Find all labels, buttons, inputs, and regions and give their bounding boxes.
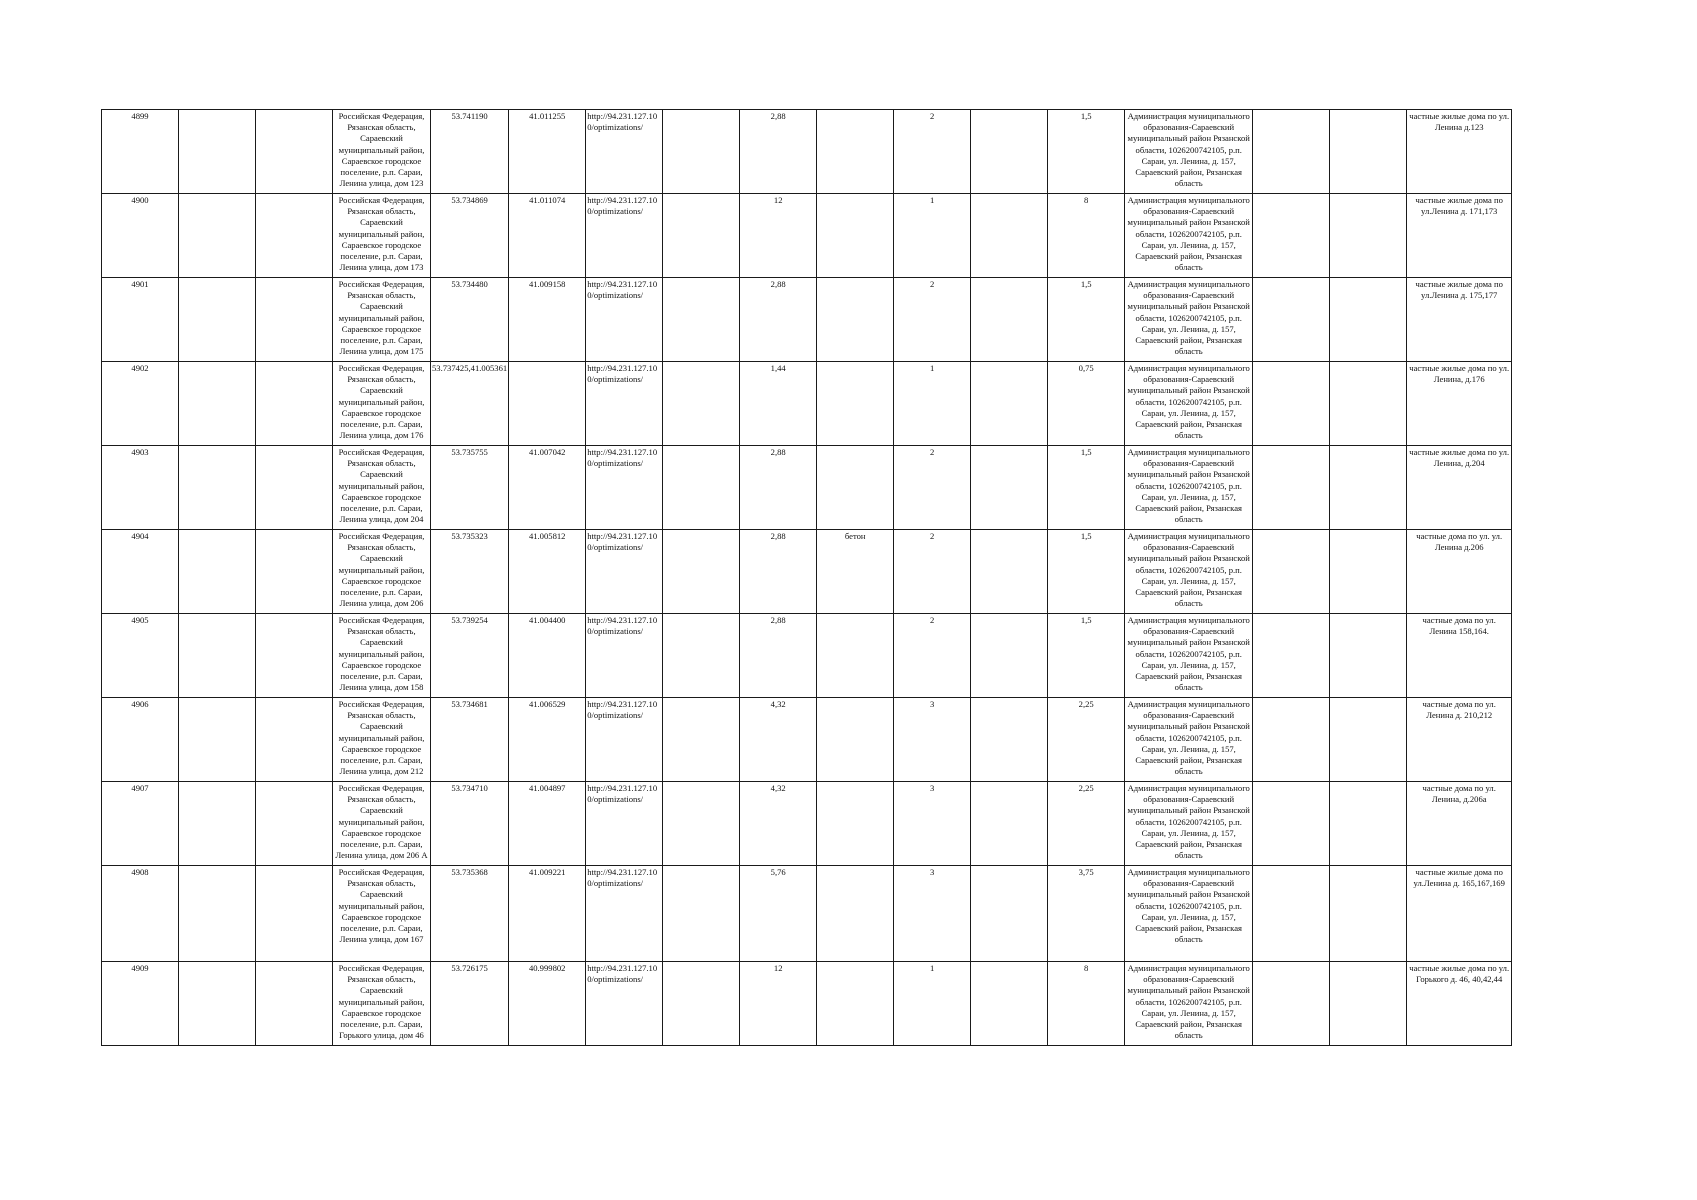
empty-cell [663, 962, 740, 1046]
row-number: 4901 [102, 278, 179, 362]
empty-cell [663, 194, 740, 278]
surface-cell [817, 278, 894, 362]
area-cell: 2,88 [740, 110, 817, 194]
address-cell: Российская Федерация, Рязанская область, Сараевский муниципальный район, Сараевское городское поселение, р.п. Сараи, Ленина улица, дом 167 [333, 866, 431, 962]
sources-cell: частные жилые дома по ул. Ленина, д.176 [1407, 362, 1512, 446]
url-cell: http://94.231.127.10 0/optimizations/ [586, 110, 663, 194]
owner-cell: Администрация муниципального образования-Сараевский муниципальный район Рязанской области, 1026200742105, р.п. Сараи, ул. Ленина, д. 157, Сараевский район, Рязанская область [1125, 278, 1253, 362]
empty-cell [179, 962, 256, 1046]
address-cell: Российская Федерация, Рязанская область, Сараевский муниципальный район, Сараевское городское поселение, р.п. Сараи, Ленина улица, дом 176 [333, 362, 431, 446]
sources-cell: частные дома по ул. Ленина, д.206а [1407, 782, 1512, 866]
longitude-cell: 41.011255 [509, 110, 586, 194]
surface-cell [817, 698, 894, 782]
url-cell: http://94.231.127.10 0/optimizations/ [586, 362, 663, 446]
empty-cell [1253, 110, 1330, 194]
containers-cell: 2 [894, 530, 971, 614]
volume-cell: 1,5 [1048, 110, 1125, 194]
containers-cell: 3 [894, 866, 971, 962]
empty-cell [256, 698, 333, 782]
containers-cell: 2 [894, 446, 971, 530]
longitude-cell [509, 362, 586, 446]
table-row [102, 278, 1512, 362]
volume-cell: 1,5 [1048, 278, 1125, 362]
empty-cell [1330, 782, 1407, 866]
volume-cell: 2,25 [1048, 698, 1125, 782]
empty-cell [256, 962, 333, 1046]
empty-cell [663, 614, 740, 698]
latitude-cell: 53.735323 [431, 530, 509, 614]
empty-cell [256, 866, 333, 962]
empty-cell [1330, 866, 1407, 962]
empty-cell [1330, 110, 1407, 194]
containers-cell: 2 [894, 110, 971, 194]
sources-cell: частные жилые дома по ул.Ленина д. 175,177 [1407, 278, 1512, 362]
empty-cell [179, 278, 256, 362]
empty-cell [1330, 446, 1407, 530]
url-cell: http://94.231.127.10 0/optimizations/ [586, 782, 663, 866]
sources-cell: частные жилые дома по ул. Ленина, д.204 [1407, 446, 1512, 530]
containers-cell: 1 [894, 194, 971, 278]
volume-cell: 3,75 [1048, 866, 1125, 962]
table-row [102, 698, 1512, 782]
owner-cell: Администрация муниципального образования-Сараевский муниципальный район Рязанской области, 1026200742105, р.п. Сараи, ул. Ленина, д. 157, Сараевский район, Рязанская область [1125, 446, 1253, 530]
address-cell: Российская Федерация, Рязанская область, Сараевский муниципальный район, Сараевское городское поселение, р.п. Сараи, Ленина улица, дом 173 [333, 194, 431, 278]
area-cell: 4,32 [740, 782, 817, 866]
latitude-cell: 53.734710 [431, 782, 509, 866]
empty-cell [256, 530, 333, 614]
table-row [102, 866, 1512, 962]
latitude-cell: 53.735755 [431, 446, 509, 530]
containers-cell: 1 [894, 962, 971, 1046]
url-cell: http://94.231.127.10 0/optimizations/ [586, 530, 663, 614]
empty-cell [256, 194, 333, 278]
empty-cell [1253, 698, 1330, 782]
longitude-cell: 41.011074 [509, 194, 586, 278]
address-cell: Российская Федерация, Рязанская область, Сараевский муниципальный район, Сараевское городское поселение, р.п. Сараи, Ленина улица, дом 206 [333, 530, 431, 614]
url-cell: http://94.231.127.10 0/optimizations/ [586, 614, 663, 698]
address-cell: Российская Федерация, Рязанская область, Сараевский муниципальный район, Сараевское городское поселение, р.п. Сараи, Ленина улица, дом 204 [333, 446, 431, 530]
volume-cell: 8 [1048, 194, 1125, 278]
empty-cell [179, 866, 256, 962]
empty-cell [663, 866, 740, 962]
row-number: 4902 [102, 362, 179, 446]
empty-cell [971, 278, 1048, 362]
empty-cell [179, 782, 256, 866]
table-body [102, 110, 1512, 1046]
owner-cell: Администрация муниципального образования-Сараевский муниципальный район Рязанской области, 1026200742105, р.п. Сараи, ул. Ленина, д. 157, Сараевский район, Рязанская область [1125, 782, 1253, 866]
row-number: 4904 [102, 530, 179, 614]
longitude-cell: 41.009158 [509, 278, 586, 362]
sources-cell: частные дома по ул. ул. Ленина д.206 [1407, 530, 1512, 614]
area-cell: 12 [740, 962, 817, 1046]
url-cell: http://94.231.127.10 0/optimizations/ [586, 446, 663, 530]
longitude-cell: 41.009221 [509, 866, 586, 962]
empty-cell [1253, 962, 1330, 1046]
owner-cell: Администрация муниципального образования-Сараевский муниципальный район Рязанской области, 1026200742105, р.п. Сараи, ул. Ленина, д. 157, Сараевский район, Рязанская область [1125, 194, 1253, 278]
volume-cell: 1,5 [1048, 530, 1125, 614]
table-row [102, 194, 1512, 278]
row-number: 4908 [102, 866, 179, 962]
sources-cell: частные дома по ул. Ленина 158,164. [1407, 614, 1512, 698]
containers-cell: 3 [894, 698, 971, 782]
empty-cell [1253, 446, 1330, 530]
empty-cell [256, 782, 333, 866]
volume-cell: 0,75 [1048, 362, 1125, 446]
volume-cell: 1,5 [1048, 614, 1125, 698]
url-cell: http://94.231.127.10 0/optimizations/ [586, 278, 663, 362]
table-row [102, 782, 1512, 866]
row-number: 4909 [102, 962, 179, 1046]
row-number: 4903 [102, 446, 179, 530]
empty-cell [179, 194, 256, 278]
row-number: 4900 [102, 194, 179, 278]
empty-cell [663, 110, 740, 194]
longitude-cell: 41.004897 [509, 782, 586, 866]
empty-cell [663, 782, 740, 866]
longitude-cell: 41.005812 [509, 530, 586, 614]
surface-cell: бетон [817, 530, 894, 614]
table-row [102, 110, 1512, 194]
latitude-cell: 53.741190 [431, 110, 509, 194]
empty-cell [663, 362, 740, 446]
table-row [102, 362, 1512, 446]
empty-cell [971, 866, 1048, 962]
owner-cell: Администрация муниципального образования-Сараевский муниципальный район Рязанской области, 1026200742105, р.п. Сараи, ул. Ленина, д. 157, Сараевский район, Рязанская область [1125, 530, 1253, 614]
latitude-cell: 53.735368 [431, 866, 509, 962]
longitude-cell: 41.006529 [509, 698, 586, 782]
empty-cell [971, 446, 1048, 530]
latitude-cell: 53.739254 [431, 614, 509, 698]
empty-cell [1253, 530, 1330, 614]
sources-cell: частные жилые дома по ул.Ленина д. 165,167,169 [1407, 866, 1512, 962]
empty-cell [1330, 278, 1407, 362]
surface-cell [817, 614, 894, 698]
area-cell: 2,88 [740, 446, 817, 530]
url-cell: http://94.231.127.10 0/optimizations/ [586, 194, 663, 278]
containers-cell: 1 [894, 362, 971, 446]
area-cell: 4,32 [740, 698, 817, 782]
url-cell: http://94.231.127.10 0/optimizations/ [586, 962, 663, 1046]
address-cell: Российская Федерация, Рязанская область, Сараевский муниципальный район, Сараевское городское поселение, р.п. Сараи, Ленина улица, дом 212 [333, 698, 431, 782]
surface-cell [817, 782, 894, 866]
area-cell: 5,76 [740, 866, 817, 962]
empty-cell [1253, 278, 1330, 362]
row-number: 4905 [102, 614, 179, 698]
table-row [102, 962, 1512, 1046]
address-cell: Российская Федерация, Рязанская область, Сараевский муниципальный район, Сараевское городское поселение, р.п. Сараи, Горького улица, дом 46 [333, 962, 431, 1046]
empty-cell [663, 278, 740, 362]
area-cell: 1,44 [740, 362, 817, 446]
volume-cell: 8 [1048, 962, 1125, 1046]
empty-cell [1330, 962, 1407, 1046]
empty-cell [179, 110, 256, 194]
empty-cell [1253, 614, 1330, 698]
table-row [102, 530, 1512, 614]
table-row [102, 446, 1512, 530]
empty-cell [663, 698, 740, 782]
owner-cell: Администрация муниципального образования-Сараевский муниципальный район Рязанской области, 1026200742105, р.п. Сараи, ул. Ленина, д. 157, Сараевский район, Рязанская область [1125, 110, 1253, 194]
address-cell: Российская Федерация, Рязанская область, Сараевский муниципальный район, Сараевское городское поселение, р.п. Сараи, Ленина улица, дом 158 [333, 614, 431, 698]
empty-cell [256, 446, 333, 530]
empty-cell [256, 362, 333, 446]
volume-cell: 1,5 [1048, 446, 1125, 530]
surface-cell [817, 110, 894, 194]
longitude-cell: 41.004400 [509, 614, 586, 698]
empty-cell [971, 614, 1048, 698]
owner-cell: Администрация муниципального образования-Сараевский муниципальный район Рязанской области, 1026200742105, р.п. Сараи, ул. Ленина, д. 157, Сараевский район, Рязанская область [1125, 698, 1253, 782]
empty-cell [179, 446, 256, 530]
row-number: 4907 [102, 782, 179, 866]
area-cell: 2,88 [740, 614, 817, 698]
surface-cell [817, 194, 894, 278]
latitude-cell: 53.734681 [431, 698, 509, 782]
latitude-cell: 53.737425,41.005361 [431, 362, 509, 446]
empty-cell [663, 446, 740, 530]
registry-table [101, 109, 1512, 1046]
empty-cell [971, 194, 1048, 278]
empty-cell [971, 782, 1048, 866]
empty-cell [1330, 614, 1407, 698]
empty-cell [1253, 866, 1330, 962]
longitude-cell: 40.999802 [509, 962, 586, 1046]
surface-cell [817, 446, 894, 530]
empty-cell [1253, 362, 1330, 446]
containers-cell: 3 [894, 782, 971, 866]
sources-cell: частные дома по ул. Ленина д. 210,212 [1407, 698, 1512, 782]
owner-cell: Администрация муниципального образования-Сараевский муниципальный район Рязанской области, 1026200742105, р.п. Сараи, ул. Ленина, д. 157, Сараевский район, Рязанская область [1125, 866, 1253, 962]
empty-cell [971, 962, 1048, 1046]
empty-cell [1253, 782, 1330, 866]
latitude-cell: 53.734480 [431, 278, 509, 362]
empty-cell [1330, 362, 1407, 446]
owner-cell: Администрация муниципального образования-Сараевский муниципальный район Рязанской области, 1026200742105, р.п. Сараи, ул. Ленина, д. 157, Сараевский район, Рязанская область [1125, 614, 1253, 698]
empty-cell [971, 362, 1048, 446]
url-cell: http://94.231.127.10 0/optimizations/ [586, 698, 663, 782]
empty-cell [1253, 194, 1330, 278]
surface-cell [817, 962, 894, 1046]
empty-cell [179, 362, 256, 446]
empty-cell [971, 110, 1048, 194]
containers-cell: 2 [894, 278, 971, 362]
row-number: 4899 [102, 110, 179, 194]
row-number: 4906 [102, 698, 179, 782]
empty-cell [179, 698, 256, 782]
area-cell: 2,88 [740, 278, 817, 362]
area-cell: 12 [740, 194, 817, 278]
latitude-cell: 53.734869 [431, 194, 509, 278]
address-cell: Российская Федерация, Рязанская область, Сараевский муниципальный район, Сараевское городское поселение, р.п. Сараи, Ленина улица, дом 123 [333, 110, 431, 194]
volume-cell: 2,25 [1048, 782, 1125, 866]
empty-cell [256, 278, 333, 362]
empty-cell [1330, 530, 1407, 614]
url-cell: http://94.231.127.10 0/optimizations/ [586, 866, 663, 962]
empty-cell [971, 698, 1048, 782]
area-cell: 2,88 [740, 530, 817, 614]
surface-cell [817, 362, 894, 446]
address-cell: Российская Федерация, Рязанская область, Сараевский муниципальный район, Сараевское городское поселение, р.п. Сараи, Ленина улица, дом 206 А [333, 782, 431, 866]
sources-cell: частные жилые дома по ул. Горького д. 46, 40,42,44 [1407, 962, 1512, 1046]
address-cell: Российская Федерация, Рязанская область, Сараевский муниципальный район, Сараевское городское поселение, р.п. Сараи, Ленина улица, дом 175 [333, 278, 431, 362]
empty-cell [1330, 194, 1407, 278]
owner-cell: Администрация муниципального образования-Сараевский муниципальный район Рязанской области, 1026200742105, р.п. Сараи, ул. Ленина, д. 157, Сараевский район, Рязанская область [1125, 962, 1253, 1046]
surface-cell [817, 866, 894, 962]
table-row [102, 614, 1512, 698]
longitude-cell: 41.007042 [509, 446, 586, 530]
sources-cell: частные жилые дома по ул. Ленина д.123 [1407, 110, 1512, 194]
owner-cell: Администрация муниципального образования-Сараевский муниципальный район Рязанской области, 1026200742105, р.п. Сараи, ул. Ленина, д. 157, Сараевский район, Рязанская область [1125, 362, 1253, 446]
empty-cell [256, 110, 333, 194]
containers-cell: 2 [894, 614, 971, 698]
sources-cell: частные жилые дома по ул.Ленина д. 171,173 [1407, 194, 1512, 278]
empty-cell [256, 614, 333, 698]
empty-cell [1330, 698, 1407, 782]
empty-cell [179, 530, 256, 614]
empty-cell [971, 530, 1048, 614]
latitude-cell: 53.726175 [431, 962, 509, 1046]
empty-cell [663, 530, 740, 614]
empty-cell [179, 614, 256, 698]
